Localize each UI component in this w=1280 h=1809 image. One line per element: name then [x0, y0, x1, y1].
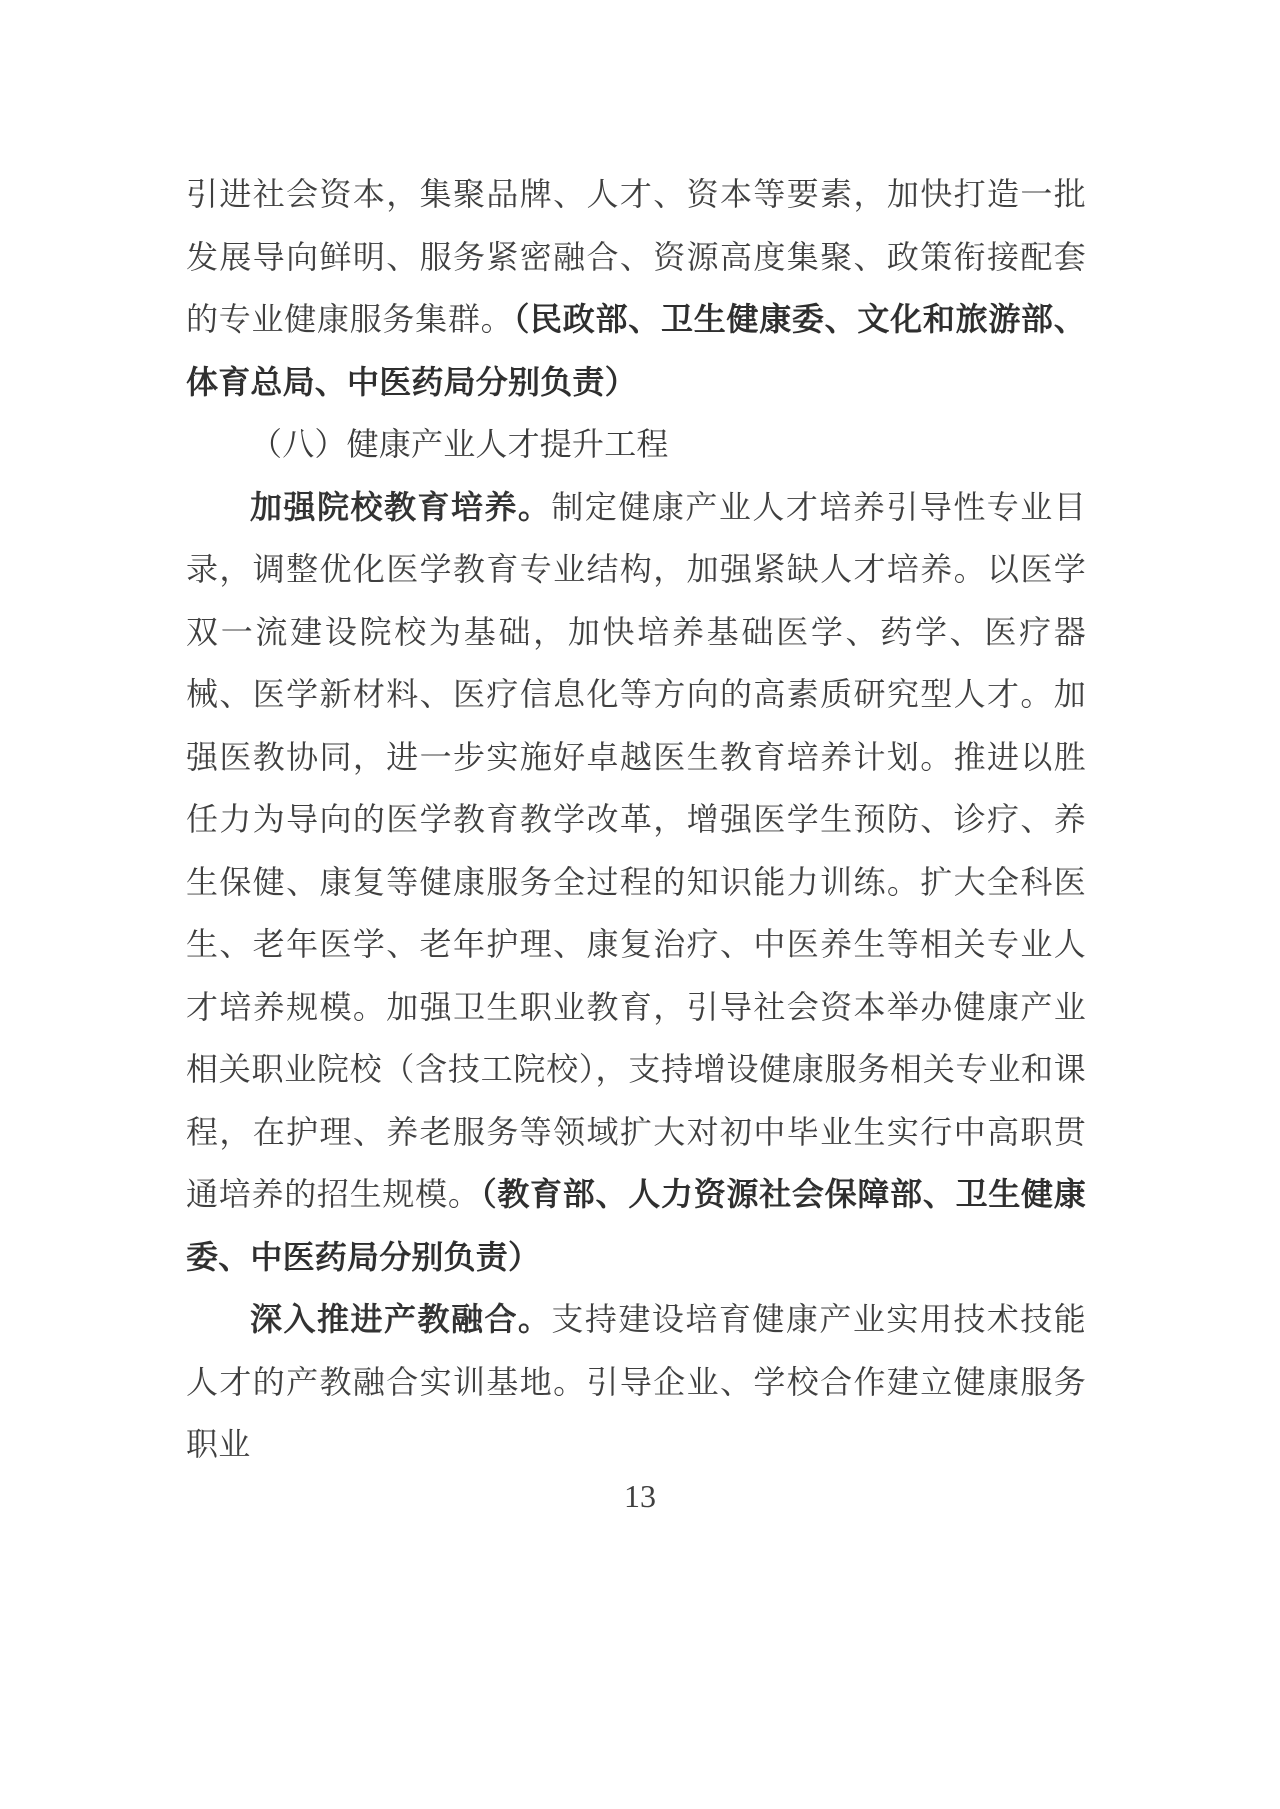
paragraph [186, 1288, 1086, 1476]
lead-sentence: 深入推进产教融合。 [250, 1301, 552, 1337]
department-responsibility: （民政部、卫生健康委、文化和旅游部、体育总局、中医药局分别负责） [186, 301, 1086, 400]
paragraph [186, 163, 1086, 413]
body-text: 支持建设培育健康产业实用技术技能人才的产教融合实训基地。引导企业、学校合作建立健康服务职业 [186, 1301, 1086, 1462]
section-heading-text: （八）健康产业人才提升工程 [250, 426, 669, 462]
body-text: 引进社会资本，集聚品牌、人才、资本等要素，加快打造一批发展导向鲜明、服务紧密融合、资源高度集聚、政策衔接配套的专业健康服务集群。 [186, 176, 1086, 337]
section-heading [186, 413, 1086, 476]
page-number: 13 [624, 1478, 656, 1514]
document-text-block [186, 163, 1086, 1476]
body-text: 制定健康产业人才培养引导性专业目录，调整优化医学教育专业结构，加强紧缺人才培养。以医学双一流建设院校为基础，加快培养基础医学、药学、医疗器械、医学新材料、医疗信息化等方向的高素质研究型人才。加强医教协同，进一步实施好卓越医生教育培养计划。推进以胜任力为导向的医学教育教学改革，增强医学生预防、诊疗、养生保健、康复等健康服务全过程的知识能力训练。扩大全科医生、老年医学、老年护理、康复治疗、中医养生等相关专业人才培养规模。加强卫生职业教育，引导社会资本举办健康产业相关职业院校（含技工院校），支持增设健康服务相关专业和课程，在护理、养老服务等领域扩大对初中毕业生实行中高职贯通培养的招生规模。 [186, 488, 1086, 1212]
department-responsibility: （教育部、人力资源社会保障部、卫生健康委、中医药局分别负责） [186, 1176, 1086, 1275]
lead-sentence: 加强院校教育培养。 [250, 488, 552, 525]
paragraph [186, 476, 1086, 1289]
